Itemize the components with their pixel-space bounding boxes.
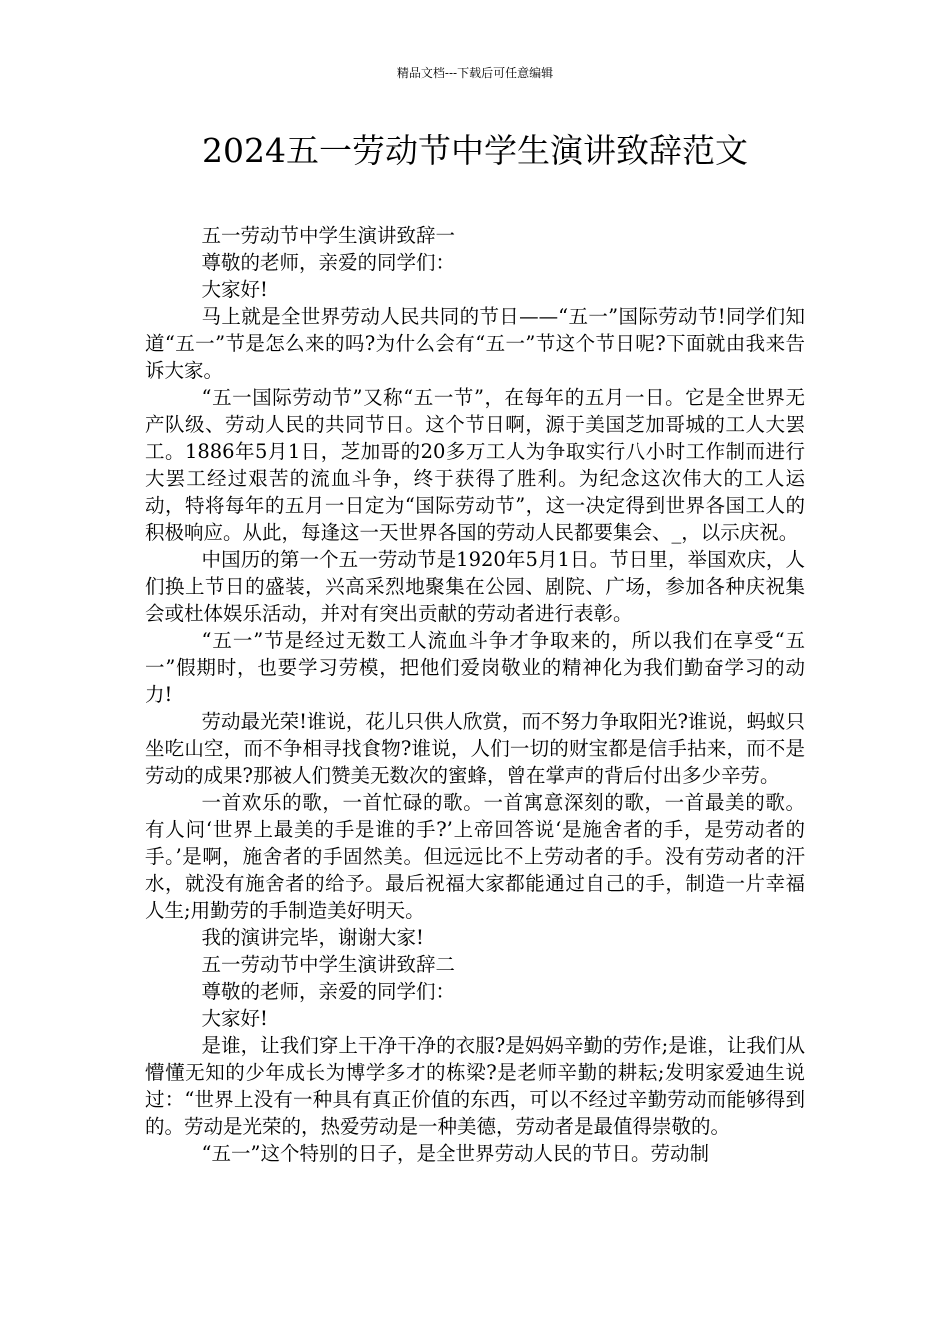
paragraph: 五一劳动节中学生演讲致辞一 — [201, 224, 456, 247]
paragraph: 尊敬的老师，亲爱的同学们： — [201, 980, 456, 1003]
paragraph: 劳动最光荣!谁说，花儿只供人欣赏，而不努力争取阳光?谁说，蚂蚁只坐吃山空，而不争相寻找食物?谁说，人们一切的财宝都是信手拈来，而不是劳动的成果?那被人们赞美无数次的蜜蜂，曾在掌声的背后付出多少辛劳。 — [145, 710, 805, 787]
paragraph: 是谁，让我们穿上干净干净的衣服?是妈妈辛勤的劳作;是谁，让我们从懵懂无知的少年成长为博学多才的栋梁?是老师辛勤的耕耘;发明家爱迪生说过：“世界上没有一种具有真正价值的东西，可以不经过辛勤劳动而能够得到的。劳动是光荣的，热爱劳动是一种美德，劳动者是最值得崇敬的。 — [145, 1034, 805, 1138]
paragraph: 一首欢乐的歌，一首忙碌的歌。一首寓意深刻的歌，一首最美的歌。有人问‘世界上最美的手是谁的手?’上帝回答说‘是施舍者的手，是劳动者的手。’是啊，施舍者的手固然美。但远远比不上劳动者的手。没有劳动者的汗水，就没有施舍者的给予。最后祝福大家都能通过自己的手，制造一片幸福人生;用勤劳的手制造美好明天。 — [145, 791, 805, 922]
paragraph: “五一国际劳动节”又称“五一节”，在每年的五月一日。它是全世界无产队级、劳动人民的共同节日。这个节日啊，源于美国芝加哥城的工人大罢工。1886年5月1日，芝加哥的20多万工人为争取实行八小时工作制而进行大罢工经过艰苦的流血斗争，终于获得了胜利。为纪念这次伟大的工人运动，特将每年的五月一日定为“国际劳动节”，这一决定得到世界各国工人的积极响应。从此，每逢这一天世界各国的劳动人民都要集会、_，以示庆祝。 — [145, 386, 805, 544]
paragraph: “五一”这个特别的日子，是全世界劳动人民的节日。劳动制 — [201, 1142, 709, 1165]
paragraph: 马上就是全世界劳动人民共同的节日——“五一”国际劳动节!同学们知道“五一”节是怎么来的吗?为什么会有“五一”节这个节日呢?下面就由我来告诉大家。 — [145, 305, 805, 382]
paragraph: 中国历的第一个五一劳动节是1920年5月1日。节日里，举国欢庆，人们换上节日的盛装，兴高采烈地聚集在公园、剧院、广场，参加各种庆祝集会或杜体娱乐活动，并对有突出贡献的劳动者进行表彰。 — [145, 548, 805, 625]
paragraph: “五一”节是经过无数工人流血斗争才争取来的，所以我们在享受“五一”假期时，也要学习劳模，把他们爱岗敬业的精神化为我们勤奋学习的动力! — [145, 629, 805, 706]
header-note: 精品文档---下载后可任意编辑 — [396, 66, 554, 80]
document-title: 2024五一劳动节中学生演讲致辞范文 — [202, 131, 748, 170]
paragraph: 大家好! — [201, 1007, 268, 1030]
paragraph: 大家好! — [201, 278, 268, 301]
paragraph: 尊敬的老师，亲爱的同学们： — [201, 251, 456, 274]
paragraph: 五一劳动节中学生演讲致辞二 — [201, 953, 456, 976]
paragraph: 我的演讲完毕，谢谢大家! — [201, 926, 424, 949]
document-body — [145, 222, 805, 1167]
